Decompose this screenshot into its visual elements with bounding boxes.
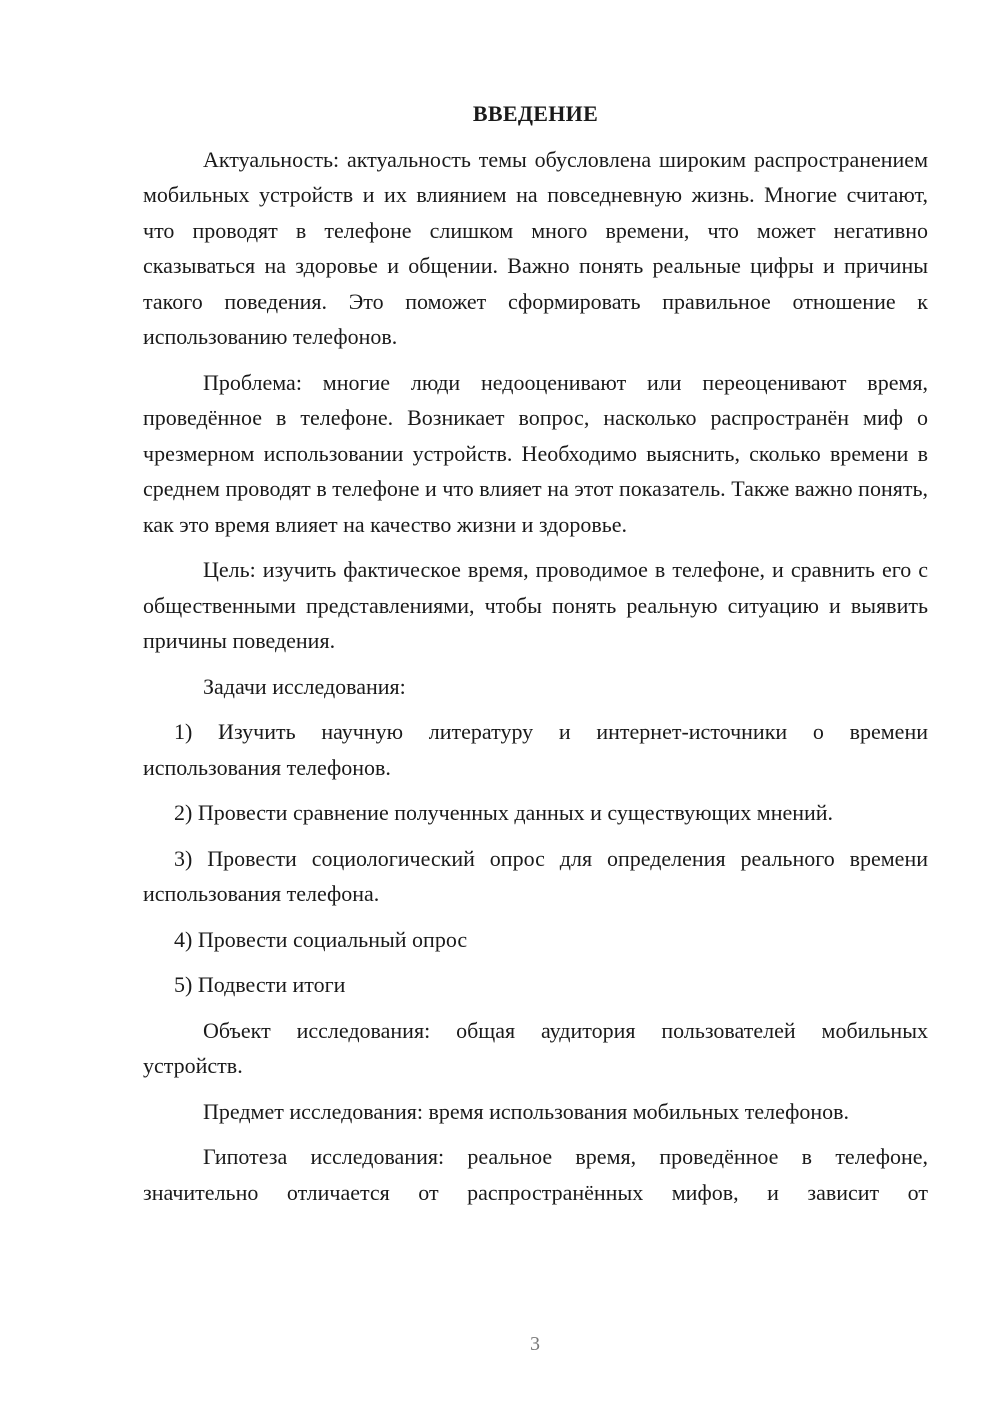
paragraph-object: Объект исследования: общая аудитория пользователей мобильных устройств. [143, 1017, 928, 1078]
list-item-task-4: 4) Провести социальный опрос [174, 926, 468, 952]
page-content [143, 96, 928, 1220]
paragraph-hypothesis: Гипотеза исследования: реальное время, проведённое в телефоне, значительно отличается от распространённых мифов, и зависит от [143, 1144, 928, 1205]
list-item-task-2: 2) Провести сравнение полученных данных и существующих мнений. [174, 800, 834, 825]
paragraph-relevance: Актуальность: актуальность темы обусловлена широким распространением мобильных устройств и их влиянием на повседневную жизнь. Многие считают, что проводят в телефоне слишком много времени, что может негативно сказываться на здоровье и общении. Важно понять реальные цифры и причины такого поведения. Это поможет сформировать правильное отношение к использованию телефонов. [143, 146, 928, 349]
list-item-task-1: 1) Изучить научную литературу и интернет-источники о времени использования телефонов. [143, 719, 928, 780]
list-item-task-5: 5) Подвести итоги [174, 972, 346, 997]
paragraph-goal: Цель: изучить фактическое время, проводимое в телефоне, и сравнить его с общественными представлениями, чтобы понять реальную ситуацию и выявить причины поведения. [143, 557, 928, 653]
section-title: ВВЕДЕНИЕ [472, 101, 599, 126]
paragraph-problem: Проблема: многие люди недооценивают или переоценивают время, проведённое в телефоне. Возникает вопрос, насколько распространён миф о чрезмерном использовании устройств. Необходимо выяснить, сколько времени в среднем проводят в телефоне и что влияет на этот показатель. Также важно понять, как это время влияет на качество жизни и здоровье. [143, 369, 928, 537]
page-number: 3 [530, 1333, 540, 1355]
paragraph-subject: Предмет исследования: время использования мобильных телефонов. [203, 1098, 850, 1124]
paragraph-tasks-heading: Задачи исследования: [203, 673, 406, 699]
list-item-task-3: 3) Провести социологический опрос для определения реального времени использования телефона. [143, 845, 928, 906]
